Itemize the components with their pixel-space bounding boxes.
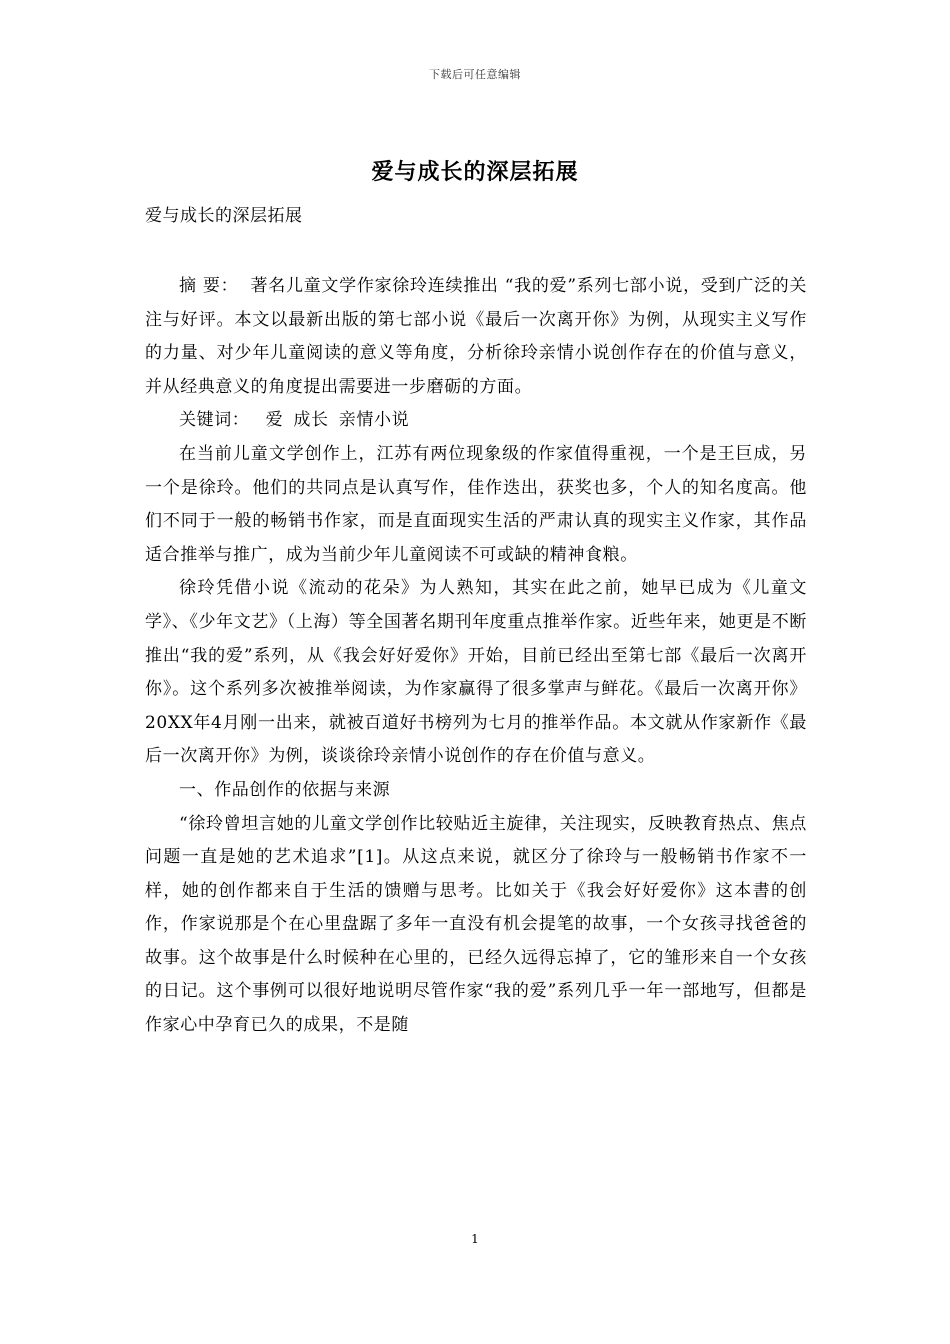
page-number: 1 xyxy=(471,1232,479,1246)
body-paragraph: “徐玲曾坦言她的儿童文学创作比较贴近主旋律，关注现实，反映教育热点、焦点问题一直是她的艺术追求”[1]。从这点来说，就区分了徐玲与一般畅销书作家不一样，她的创作都来自于生活的馈赠与思考。比如关于《我会好好爱你》这本書的创作，作家说那是个在心里盘踞了多年一直没有机会提笔的故事，一个女孩寻找爸爸的故事。这个故事是什么时候种在心里的，已经久远得忘掉了，它的雏形来自一个女孩的日记。这个事例可以很好地说明尽管作家“我的爱”系列几乎一年一部地写，但都是作家心中孕育已久的成果，不是随 xyxy=(145,813,807,1036)
header-note: 下载后可任意编辑 xyxy=(429,68,521,81)
document-subtitle: 爱与成长的深层拓展 xyxy=(145,206,303,226)
keywords-label: 关键词： xyxy=(179,410,250,431)
abstract-text: 著名儿童文学作家徐玲连续推出 “我的爱”系列七部小说，受到广泛的关注与好评。本文以最新出版的第七部小说《最后一次离开你》为例，从现实主义写作的力量、对少年儿童阅读的意义等角度，分析徐玲亲情小说创作存在的价值与意义，并从经典意义的角度提出需要进一步磨砺的方面。 xyxy=(145,276,807,397)
keywords-paragraph xyxy=(145,404,807,438)
section-heading: 一、作品创作的依据与来源 xyxy=(179,779,391,800)
keyword: 爱 xyxy=(265,410,284,431)
document-body xyxy=(145,270,807,1043)
body-paragraph: 徐玲凭借小说《流动的花朵》为人熟知，其实在此之前，她早已成为《儿童文学》、《少年文艺》（上海）等全国著名期刊年度重点推举作家。近些年来，她更是不断推出“我的爱”系列，从《我会好好爱你》开始，目前已经出至第七部《最后一次离开你》。这个系列多次被推举阅读，为作家赢得了很多掌声与鲜花。《最后一次离开你》20XX年4月刚一出来，就被百道好书榜列为七月的推举作品。本文就从作家新作《最后一次离开你》为例，谈谈徐玲亲情小说创作的存在价值与意义。 xyxy=(145,578,807,767)
keyword: 亲情小说 xyxy=(338,410,410,431)
body-paragraph: 在当前儿童文学创作上，江苏有两位现象级的作家值得重视，一个是王巨成，另一个是徐玲。他们的共同点是认真写作，佳作迭出，获奖也多，个人的知名度高。他们不同于一般的畅销书作家，而是直面现实生活的严肃认真的现实主义作家，其作品适合推举与推广，成为当前少年儿童阅读不可或缺的精神食粮。 xyxy=(145,443,807,565)
abstract-label: 摘 要： xyxy=(179,276,239,296)
document-title: 爱与成长的深层拓展 xyxy=(371,159,579,185)
abstract-paragraph xyxy=(145,270,807,404)
keyword: 成长 xyxy=(293,410,329,431)
